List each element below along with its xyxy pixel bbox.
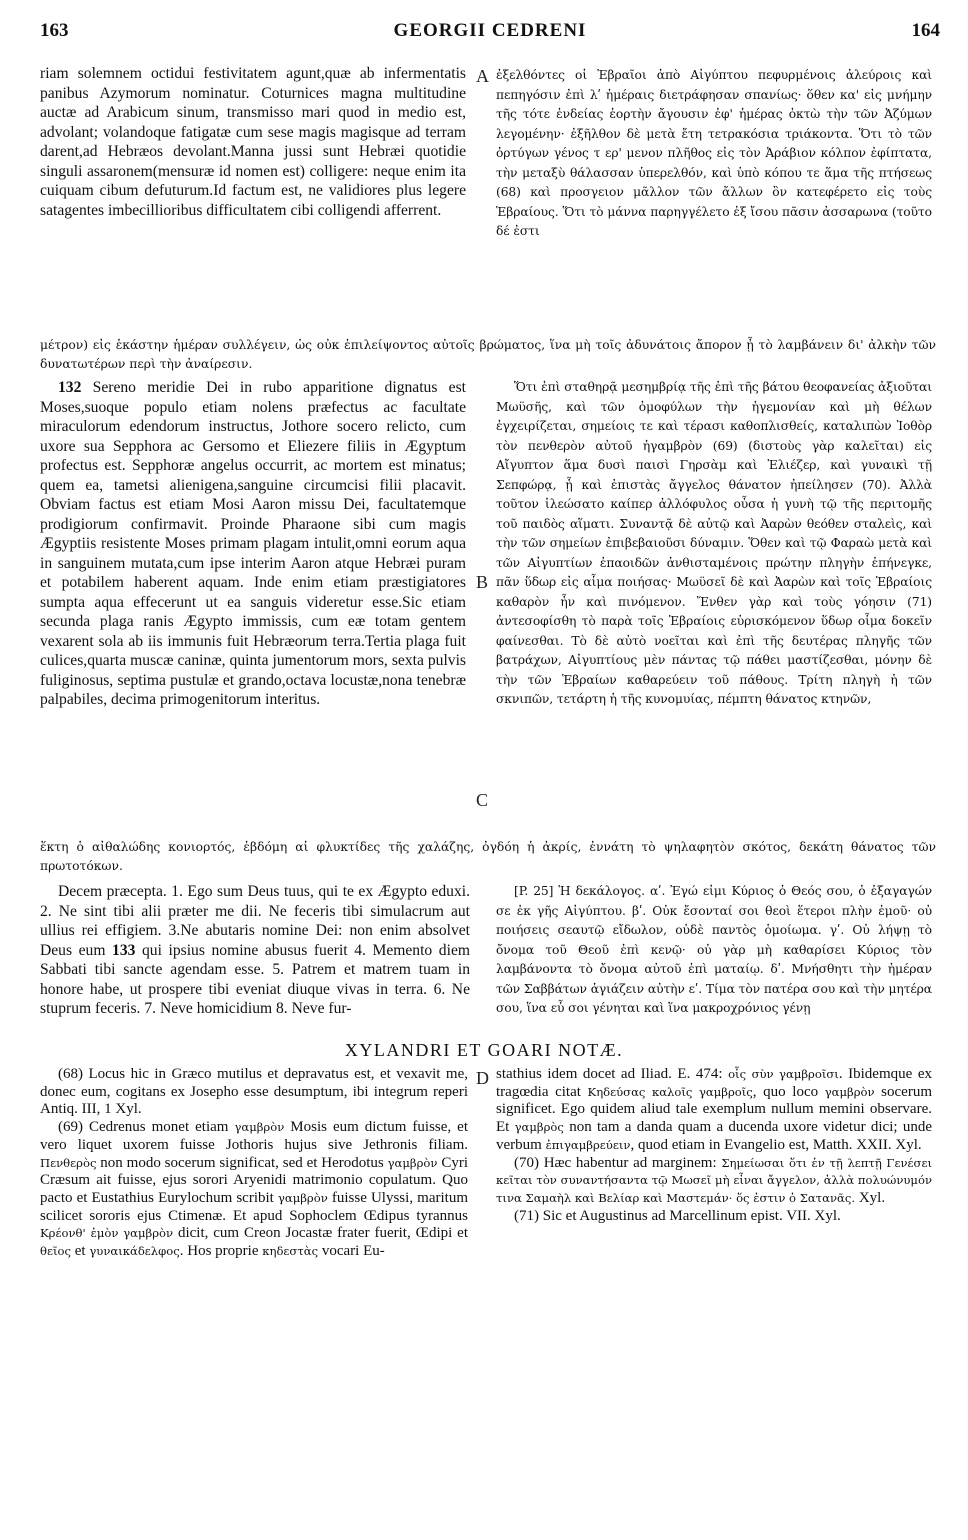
notes-right-column	[496, 1066, 932, 1506]
note-69-text-b: Mosis eum dictum fuisse, et vero liquet uxorem fuisse Jothoris hujus sive Jethronis filiam.	[40, 1119, 468, 1153]
latin-body-3b: qui ipsius nomine abusus fuerit 4. Memento diem Sabbati tibi sancte agendam esse. 5. Patrem et matrem tuam in honore habe, ut prospere tibi eveniat diuque vivas in terra. 6. Ne stuprum feceris. 7. Neve homicidium 8. Neve fur-	[40, 941, 470, 1017]
margin-marker-c: C	[476, 790, 489, 810]
note-69-greek-6: ἐμὸν γαμβρὸν	[90, 1226, 174, 1241]
note-69-text-g: dicit, cum Creon Jocastæ frater fuerit, Œdipi et	[173, 1225, 468, 1242]
note-71: (71) Sic et Augustinus ad Marcellinum epist. VII. Xyl.	[514, 1207, 841, 1224]
note-69c-greek-4: γαμβρὸς	[514, 1120, 564, 1135]
greek-fullwidth-section-2	[40, 838, 936, 878]
note-69c-greek-5: ἐπιγαμβρεύειν	[545, 1137, 631, 1152]
note-69c-text-6: , quod etiam in Evangelio est, Matth. XXII. Xyl.	[630, 1136, 922, 1153]
note-69-text-e: fuisse Ulyssi, maritum scilicet sororis ejus Ctimenæ. Et apud Sophoclem Œdipus tyrannus	[40, 1189, 468, 1224]
notes-title: XYLANDRI ET GOARI NOTÆ.	[344, 1040, 624, 1060]
latin-body-2: Sereno meridie Dei in rubo apparitione dignatus est Moses,suoque populo etiam nolens præfectus ac facultate miraculorum edendorum instructus, Jothore socero relicto, cum uxore sua Sepphora ac Gersomo et Eliezere filiis in Ægyptum profectus est. Sepphoræ angelus occurrit, ac mortem est minatus; quem ea, tametsi alienigena,sanguine circumcisi filii placavit. Obviam factus est etiam Mosi Aaron missu Dei, facultatemque prodigiorum confirmavit. Proinde Pharaone sibi cum magis Ægyptiis resistente Moses primam plagam intulit,omni eorum aqua in sanguinem mutata,cum ipse interim Aaron atque Hebræi puram et potabilem haberent aquam. Inde enim etiam præstigiatores sumpta aqua effecerunt ut ea sanguis videretur esse.Sic etiam secunda plaga ranis Ægypto immissis, cum eæ totam gentem vexarent sola ab iis immunis fuit Hebræorum terra.Tertia plaga fuit culices,quarta muscæ caninæ, quinta jumentorum mors, sexta pulvis fuliginosus, septima pustulæ et grando,octava locustæ,nona tenebræ palpabiles, decima primogenitorum interitus.	[40, 379, 466, 708]
note-70-signature: Xyl.	[855, 1189, 886, 1206]
note-69-text-a: (69) Cedrenus monet etiam	[58, 1119, 235, 1136]
chapter-number-132: 132	[58, 379, 82, 396]
greek-text-section-1: ἐξελθόντες οἱ Ἑβραῖοι ἀπὸ Αἰγύπτου πεφυρμένοις ἀλεύροις καὶ πεπηγόσιν ἐπὶ λʹ ἡμέραις διετράφησαν σπανίως· ὅθεν κα' εἰς μνήμην τῆς τότε ἐνδείας ἑορτὴν ἄγουσιν ἐφ' ἡμέρας ὀκτὼ τὴν τῶν Ἀζύμων λεγομένην· ἐξῆλθον δὲ μετὰ ἔτη τετρακόσια τριάκοντα. Ὅτι τὸ τῶν ὀρτύγων γένος τ ερ' μενον πλῆθος εἰς τὸν Ἀράβιον κόλπον ἐφίπτατα, τὴν μεταξὺ θάλασσαν ὑπερελθόν, καὶ ὑπὸ κόπου τε ἅμα τῆς πτήσεως (68) καὶ προσγειον μᾶλλον τῶν ἄλλων ὂν κατεφέρετο εἰς τοὺς Ἑβραίους. Ὅτι τὸ μάννα παρηγγέλετο ἐξ ἴσου πᾶσιν ἀσσαρωνα (τοῦτο δέ ἐστι	[496, 68, 932, 238]
note-69-continued	[496, 1066, 932, 1155]
latin-text-section-3	[40, 882, 470, 1019]
greek-text-section-3: [P. 25] Ἡ δεκάλογος. αʹ. Ἐγώ εἰμι Κύριος ὁ Θεός σου, ὁ ἐξαγαγών σε ἐκ γῆς Αἰγύπτου. βʹ. Οὐκ ἔσονταί σοι θεοὶ ἕτεροι πλὴν ἐμοῦ· οὐ ποιήσεις σεαυτῷ εἴδωλον, οὐδὲ παντὸς ὁμοίωμα. γʹ. Οὐ λήψῃ τὸ ὄνομα τοῦ Θεοῦ ἐπὶ κενῷ· οὐ γὰρ μὴ καθαρίσει Κύριος τὸν λαμβάνοντα τὸ ὄνομα αὐτοῦ ἐπὶ ματαίῳ. δʹ. Μνήσθητι τὴν ἡμέραν τῶν Σαββάτων ἁγιάζειν αὐτὴν εʹ. Τίμα τὸν πατέρα σου καὶ τὴν μητέρα σου, ἵνα εὖ σοι γένηται καὶ ἵνα μακροχρόνιος γένῃ	[496, 884, 932, 1015]
note-69-greek-4: γαμβρὸν	[277, 1190, 328, 1205]
greek-fullwidth-text-2: ἕκτη ὁ αἰθαλώδης κονιορτός, ἑβδόμη αἱ φλυκτίδες τῆς χαλάζης, ὀγδόη ἡ ἀκρίς, ἐννάτη τὸ ψηλαφητὸν σκότος, δεκάτη θάνατος τῶν πρωτοτόκων.	[40, 840, 936, 873]
greek-column-section-2	[496, 378, 932, 836]
note-69-text-j: vocari Eu-	[318, 1243, 385, 1260]
page-number-right: 164	[911, 20, 940, 41]
note-69-text-h: et	[71, 1243, 90, 1260]
greek-text-section-2: Ὅτι ἐπὶ σταθηρᾷ μεσημβρίᾳ τῆς ἐπὶ τῆς βάτου θεοφανείας ἀξιοῦται Μωϋσῆς, καὶ τῶν ὁμοφύλων τὴν ἡγεμονίαν καὶ μὴ θέλων ἐγχειρίζεται, σημείοις τε καὶ τέρασι καθοπλισθείς, καταλιπὼν Ἰοθὸρ τὸν πενθερὸν αὐτοῦ ἠγαμβρὸν (69) (διστοὺς γὰρ καλεῖται) εἰς Αἴγυπτον ἅμα δυσὶ παισὶ Γηρσὰμ καὶ Ἐλιέζερ, καὶ γυναικὶ τῇ Σεπφώρᾳ, ᾗ καὶ ἐπιστὰς ἄγγελος θάνατον ἠπείλησεν (70). Ἀλλὰ τοῦτον ἱλεώσατο καίπερ ἀλλόφυλος οὖσα ἡ γυνὴ τῷ τῆς περιτομῆς τοῦ παιδὸς αἵματι. Συναντᾷ δὲ αὐτῷ καὶ Ἀαρὼν θεόθεν σταλεὶς, καὶ τὴν τῶν σημείων ἐπιβεβαιοῦσι δύναμιν. Ὅθεν καὶ τῷ Φαραὼ μετὰ καὶ τῶν Αἰγυπτίων ἐπαοιδῶν ἀνθισταμένοις πρώτην πληγὴν ἐπήνεγκε, πᾶν ὕδωρ εἰς αἷμα ποιήσας· Μωϋσεῖ δὲ καὶ Ἀαρὼν καὶ τοῖς Ἑβραίοις καθαρὸν ἦν καὶ πινόμενον. Ἔνθεν γὰρ καὶ τοὺς γόησιν (71) ἀντεσοφίσθη τὸ παρὰ τοῖς Ἑβραίοις εὑρισκόμενον ὕδωρ οἷμα δοκεῖν φαίνεσθαι. Τὸ δὲ αὐτὸ νοεῖται καὶ ἐπὶ τῆς δευτέρας πληγῆς τῶν βατράχων, Αἰγυπτίους μὲν πάντας τῷ πάθει μαστίζεσθαι, μόνην δὲ τὴν τῶν Ἑβραίων καθαρεύειν τοῦ πάθους. Τρίτη πληγὴ ἡ τῶν σκνιπῶν, τετάρτη ἡ τῆς κυνομυίας, πέμπτη θάνατος κτηνῶν,	[496, 380, 932, 706]
note-70	[496, 1155, 932, 1208]
note-69-greek-7: θεῖος	[40, 1244, 72, 1259]
note-69-text-i: . Hos proprie	[179, 1243, 263, 1260]
greek-fullwidth-text-1: μέτρον) εἰς ἑκάστην ἡμέραν συλλέγειν, ὡς οὐκ ἐπιλείψοντος αὐτοῖς βρώματος, ἵνα μὴ τοῖς ἀδυνάτοις ἄπορον ᾖ τὸ λαμβάνειν δι' ἀλκὴν τῶν δυνατωτέρων περὶ τὴν ἀναίρεσιν.	[40, 338, 936, 371]
note-68: (68) Locus hic in Græco mutilus et depravatus est, et vexavit me, donec eum, cogitans ex Josepho esse desumptum, ibi integrum reperi Antiq. III, 1 Xyl.	[40, 1066, 468, 1118]
note-69-text-d: Cyri Cræsum ait fuisse, ejus sorori Aryenidi matrimonio copulatum. Quo pacto et Eustathius Eurylochum scribit	[40, 1154, 468, 1206]
note-69-greek-9: κηδεστὰς	[262, 1244, 319, 1259]
note-69-greek-3: γαμβρὸν	[387, 1155, 438, 1170]
latin-body-3a: Decem præcepta. 1. Ego sum Deus tuus, qui te ex Ægypto eduxi. 2. Ne sint tibi alii præter me dii. Ne feceris tibi simulacrum aut ullius rei effigiem. 3.Ne abutaris nomine Dei: non enim absolvet Deus eum	[40, 883, 470, 959]
note-69-greek-5: Κρέονθ'	[40, 1226, 86, 1241]
margin-marker-b: B	[476, 572, 489, 592]
note-70-greek: Σημείωσαι ὅτι ἐν τῇ λεπτῇ Γενέσει κεῖται τὸν συναντήσαντα τῷ Μωσεῖ μὴ εἶναι ἄγγελον, ἀλλὰ πολυώνυμόν τινα Σαμαὴλ καὶ Βελίαρ καὶ Μαστεμάν· ὅς ἐστιν ὁ Σατανᾶς.	[496, 1155, 932, 1205]
running-title: GEORGII CEDRENI	[393, 20, 587, 41]
note-69-greek-2: Πενθερὸς	[40, 1155, 97, 1170]
note-69-greek-1: γαμβρὸν	[234, 1120, 285, 1135]
page-number-left: 163	[40, 20, 69, 41]
latin-column-section-3	[40, 882, 470, 1040]
note-69-text-c: non modo socerum significat, sed et Herodotus	[96, 1154, 388, 1171]
chapter-number-133: 133	[112, 941, 136, 959]
latin-column-section-1	[40, 64, 466, 334]
note-69c-greek-2: Κηδεύσας καλοῖς γαμβροῖς	[587, 1084, 753, 1099]
greek-column-section-1	[496, 66, 932, 336]
note-69	[40, 1119, 468, 1261]
note-69c-text-2: . Ibidemque ex tragœdia citat	[496, 1066, 932, 1100]
latin-column-section-2	[40, 378, 466, 838]
note-69c-text-4: socerum significet. Ego quidem aliud tale exemplum nullum memini observare. Et	[496, 1083, 932, 1136]
margin-marker-a: A	[476, 66, 489, 86]
note-70-text: (70) Hæc habentur ad marginem:	[514, 1154, 722, 1171]
note-69c-greek-3: γαμβρὸν	[824, 1084, 875, 1099]
greek-fullwidth-section-1	[40, 336, 936, 376]
note-69c-text-3: , quo loco	[752, 1083, 825, 1100]
note-69c-text-1: stathius idem docet ad Iliad. E. 474:	[496, 1066, 729, 1082]
latin-text-section-2	[40, 378, 466, 710]
greek-column-section-3	[496, 882, 932, 1040]
note-69c-text-5: non tam a danda quam a ducenda uxore videtur dici; unde verbum	[496, 1119, 932, 1153]
latin-text-section-1: riam solemnem octidui festivitatem agunt,quæ ab infermentatis panibus Azymorum nominatur. Coturnices magna multitudine auctæ ad Arabicum sinum, transmisso mari quod in medio est, advolant; volandoque fatigatæ cum sese magis magisque ad terram darent,ad Hebræos devolant.Manna jussi sunt Hebræi quotidie singuli assaronem(mensuræ id nomen est) colligere: neque enim ita cuiquam cibum defuturum.Id factum est, ne validiores plus legere satagentes imbecillioribus difficultatem cibi colligendi afferrent.	[40, 65, 466, 219]
note-69c-greek-1: οἷς σὺν γαμβροῖσι	[728, 1067, 839, 1081]
running-header	[40, 20, 940, 56]
notes-left-column	[40, 1066, 468, 1506]
margin-marker-d: D	[476, 1068, 489, 1088]
note-69-greek-8: γυναικάδελφος	[89, 1244, 180, 1259]
